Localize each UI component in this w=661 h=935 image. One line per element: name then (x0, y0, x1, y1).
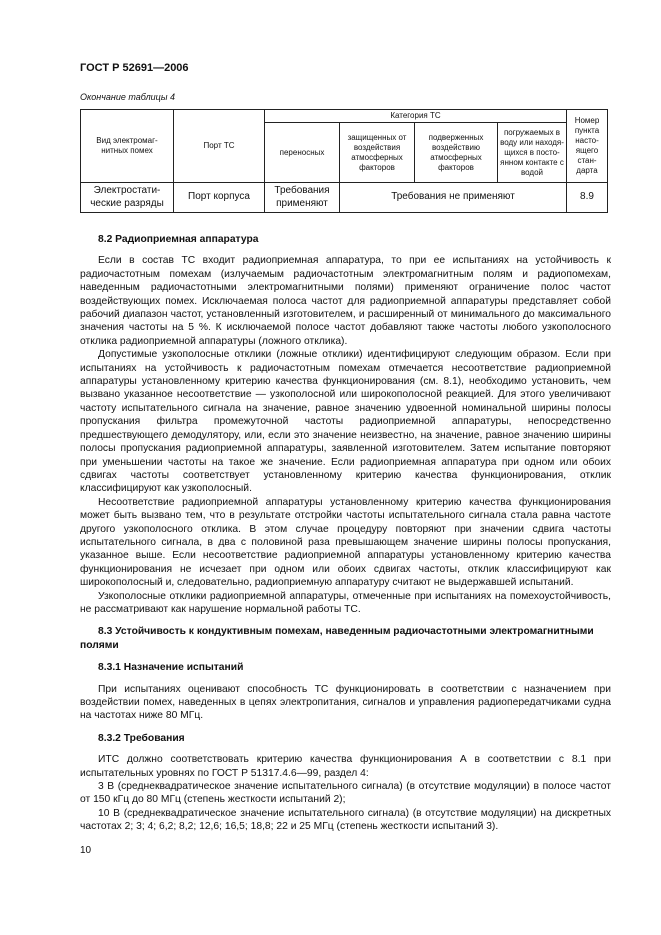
subcol-exposed: подверженных воздействию атмосферных факторов (415, 123, 498, 183)
page-number: 10 (80, 845, 92, 856)
section-8-3-1-title: 8.3.1 Назначение испытаний (98, 662, 244, 674)
cell-interference-type: Электростати-ческие разряды (81, 183, 174, 213)
cell-port: Порт корпуса (174, 183, 265, 213)
subcol-submerged: погружаемых в воду или находя-щихся в посто-янном контакте с водой (498, 123, 567, 183)
section-8-3-2-title: 8.3.2 Требования (98, 732, 185, 744)
subcol-portable: переносных (265, 123, 340, 183)
col-header-interference-type: Вид электромаг-нитных помех (81, 110, 174, 183)
cell-other-categories: Требования не применяют (340, 183, 567, 213)
paragraph: Узкополосные отклики радиоприемной аппаратуры, отмеченные при испытаниях на помехоустойчивость, не рассматривают как нарушение нормальной работы ТС. (80, 590, 611, 615)
section-8-2-title: 8.2 Радиоприемная аппаратура (98, 234, 259, 245)
subcol-protected: защищенных от воздействия атмосферных факторов (340, 123, 415, 183)
col-header-category: Категория ТС (265, 110, 567, 123)
col-header-port: Порт ТС (174, 110, 265, 183)
paragraph: Допустимые узкополосные отклики (ложные отклики) идентифицируют следующим образом. Если при испытаниях на устойчивость к радиочастотным помехам отмечается несоответствие радиоприемной аппаратуры установленному критерию качества функционирования (см. 8.1), необходимо установить, чем вызвано указанное несоответствие — узкополосной или широкополосной реакцией. Для этого увеличивают частоту испытательного сигнала на значение, равное значению удвоенной номинальной ширины полосы пропускания фильтра промежуточной частоты радиоприемной аппаратуры, непосредственно предшествующего демодулятору, или, если это значение неизвестно, на значение, равное значению ширины полосы пропускания радиоприемной аппаратуры, заявленной изготовителем. Затем испытание повторяют при уменьшении частоты на такое же значение. Если радиоприемная аппаратура при одном или обоих сдвигах частоты соответствует установленному критерию качества функционирования, отклик классифицируют как узкополосный. (80, 349, 611, 495)
paragraph: 10 В (среднеквадратическое значение испытательного сигнала) (в отсутствие модуляции) на дискретных частотах 2; 3; 4; 6,2; 8,2; 12,6; 16,5; 18,8; 22 и 25 МГц (степень жесткости испытаний 3). (80, 807, 611, 833)
table-4 (80, 109, 608, 213)
paragraph: Если в состав ТС входит радиоприемная аппаратура, то при ее испытаниях на устойчивость к радиочастотным помехам (излучаемым радиочастотным электромагнитным полям и радиопомехам, наведенным радиочастотными электромагнитными полями) применяют ограничение полос частот воздействующих помех. Исключаемая полоса частот для радиоприемной аппаратуры представляет собой рабочий диапазон частот, установленный изготовителем, и расширенный от минимального до максимального значения частоты на 5 %. К исключаемой полосе частот добавляют также частоты любого узкополосного отклика радиоприемной аппаратуры (ложного отклика). (80, 255, 611, 347)
cell-clause: 8.9 (567, 183, 608, 213)
paragraph: Несоответствие радиоприемной аппаратуры установленному критерию качества функционирования может быть вызвано тем, что в результате отстройки частоты испытательного сигнала стала равна частоте другого узкополосного отклика. В этом случае процедуру повторяют при значении сдвига частоты испытательного сигнала, в два с половиной раза превышающем значение ширины полосы пропускания, указанное выше. Если несоответствие радиоприемной аппаратуры установленному критерию качества функционирования не исчезает при одном или обоих сдвигах частоты, отклик классифицируют как широкополосный и, следовательно, радиоприемную аппаратуру считают не выдержавшей испытаний. (80, 496, 611, 589)
cell-portable: Требования применяют (265, 183, 340, 213)
col-header-clause: Номер пункта насто-ящего стан-дарта (567, 110, 608, 183)
paragraph: При испытаниях оценивают способность ТС функционировать в соответствии с назначением при воздействии помех, наведенных в цепях электропитания, сигналов и управления радиопередатчиками судна на частотах ниже 80 МГц. (80, 683, 611, 722)
paragraph: 3 В (среднеквадратическое значение испытательного сигнала) (в отсутствие модуляции) в полосе частот от 150 кГц до 80 МГц (степень жесткости испытаний 2); (80, 781, 611, 806)
table-caption: Окончание таблицы 4 (80, 92, 175, 102)
section-8-3-title: 8.3 Устойчивость к кондуктивным помехам, наведенным радиочастотными электромагнитными полями (80, 626, 594, 651)
document-header: ГОСТ Р 52691—2006 (80, 62, 189, 74)
table-row (81, 183, 608, 213)
paragraph: ИТС должно соответствовать критерию качества функционирования А в соответствии с 8.1 при испытательных уровнях по ГОСТ Р 51317.4.6—99, раздел 4: (80, 754, 611, 779)
document-body (80, 233, 611, 834)
